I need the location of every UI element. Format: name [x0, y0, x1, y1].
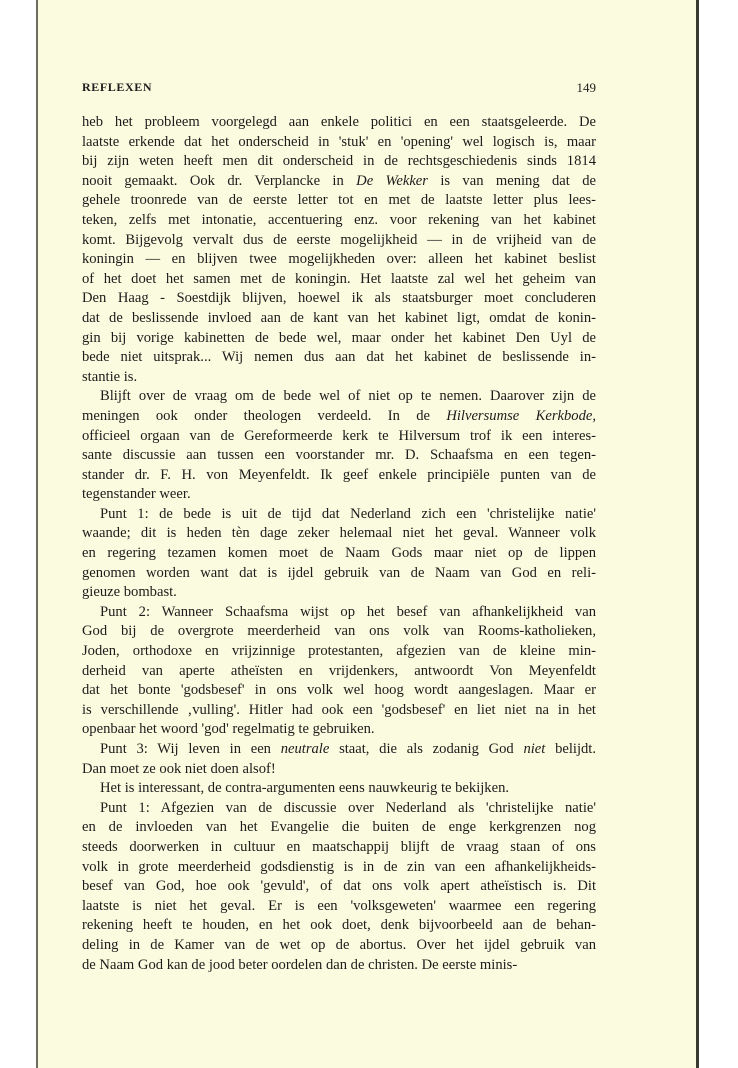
text-line: besef van God, hoe ook 'gevuld', of dat ons volk apert atheïstisch is. Dit: [82, 878, 596, 895]
italic-text: niet: [523, 741, 546, 757]
text-line: deling in de Kamer van de wet op de abortus. Over het ijdel gebruik van: [82, 936, 596, 953]
paragraph: [82, 779, 596, 799]
paragraph: [82, 113, 596, 387]
text-line: tegenstander weer.: [82, 486, 191, 503]
text-line: Blijft over de vraag om de bede wel of niet op te nemen. Daarover zijn de: [100, 388, 596, 405]
text-line: genomen worden want dat is ijdel gebruik van de Naam van God en reli-: [82, 564, 596, 581]
text-line: rekening heeft te houden, en het ook doet, denk bijvoorbeeld aan de behan-: [82, 917, 596, 934]
page-number: 149: [576, 80, 596, 95]
text-line: bij zijn weten heeft men dit onderscheid in de rechtsgeschiedenis sinds 1814: [82, 153, 596, 170]
text-line: Punt 2: Wanneer Schaafsma wijst op het besef van afhankelijkheid van: [100, 603, 596, 620]
text-line: gin bij vorige kabinetten de bede wel, maar onder het kabinet Den Uyl de: [82, 329, 596, 346]
text-line: Dan moet ze ook niet doen alsof!: [82, 760, 276, 777]
text-line: Punt 1: de bede is uit de tijd dat Nederland zich een 'christelijke natie': [100, 505, 596, 522]
text-line: laatste is niet het geval. Er is een 'volksgeweten' waarmee een regering: [82, 897, 596, 914]
page-right-edge: [696, 0, 699, 1068]
text-line: nooit gemaakt. Ook dr. Verplancke in De Wekker is van mening dat de: [82, 172, 596, 189]
text-line: Punt 3: Wij leven in een neutrale staat, die als zodanig God niet belijdt.: [100, 741, 597, 757]
text-line: officieel orgaan van de Gereformeerde kerk te Hilversum trof ik een interes-: [82, 427, 596, 444]
text-line: en regering tezamen komen moet de Naam Gods maar niet op de lippen: [82, 545, 596, 562]
text-line: sante discussie aan tussen een voorstander mr. D. Schaafsma en een tegen-: [82, 447, 596, 464]
text-line: Den Haag - Soestdijk blijven, hoewel ik als staatsburger moet concluderen: [82, 290, 596, 307]
text-line: openbaar het woord 'god' regelmatig te gebruiken.: [82, 721, 375, 738]
text-line: gehele troonrede van de eerste letter tot en met de laatste letter plus lees-: [82, 192, 596, 209]
text-line: Joden, orthodoxe en vrijzinnige protestanten, afgezien van de kleine min-: [82, 643, 596, 660]
text-line: Punt 1: Afgezien van de discussie over Nederland als 'christelijke natie': [100, 799, 596, 816]
text-line: volk in grote meerderheid godsdienstig is in de zin van een afhankelijkheids-: [82, 858, 596, 875]
text-line: waande; dit is heden tèn dage zeker helemaal niet het geval. Wanneer volk: [82, 525, 596, 542]
text-line: God bij de overgrote meerderheid van ons volk van Rooms-katholieken,: [82, 623, 596, 640]
text-line: meningen ook onder theologen verdeeld. In de Hilversumse Kerkbode,: [82, 407, 596, 424]
italic-text: De Wekker: [356, 172, 428, 189]
body-text: [82, 113, 596, 975]
text-line: de Naam God kan de jood beter oordelen dan de christen. De eerste minis-: [82, 956, 518, 973]
text-line: gieuze bombast.: [82, 584, 177, 601]
text-line: komt. Bijgevolg vervalt dus de eerste mogelijkheid — in de vrijheid van de: [82, 231, 596, 248]
running-head: REFLEXEN: [82, 80, 153, 94]
text-line: en de invloeden van het Evangelie die buiten de enge kerkgrenzen nog: [82, 819, 596, 836]
text-line: laatste erkende dat het onderscheid in 'stuk' en 'opening' wel logisch is, maar: [82, 133, 596, 150]
text-line: bede niet uitsprak... Wij nemen dus aan dat het kabinet de beslissende in-: [82, 349, 596, 366]
text-line: stantie is.: [82, 368, 138, 385]
text-line: koningin — en blijven twee mogelijkheden over: alleen het kabinet beslist: [82, 251, 596, 268]
text-line: dat het bonte 'godsbesef' in ons volk wel hoog wordt aangeslagen. Maar er: [82, 682, 596, 699]
paragraph: [82, 387, 596, 505]
text-line: is verschillende ‚vulling'. Hitler had ook een 'godsbesef' en liet niet na in het: [82, 701, 596, 718]
paragraph: [82, 799, 596, 975]
italic-text: Hilversumse Kerkbode,: [446, 407, 596, 424]
text-line: teken, zelfs met intonatie, accentuering enz. voor rekening van het kabinet: [82, 211, 596, 228]
text-line: steeds doorwerken in cultuur en maatschappij blijft de vraag staan of ons: [82, 838, 596, 855]
text-line: dat de beslissende invloed aan de kant van het kabinet ligt, omdat de konin-: [82, 309, 596, 326]
text-line: Het is interessant, de contra-argumenten eens nauwkeurig te bekijken.: [100, 780, 510, 797]
text-line: of het doet het samen met de koningin. Het laatste zal wel het geheim van: [82, 270, 596, 287]
italic-text: neutrale: [280, 741, 330, 757]
paragraph: [82, 740, 596, 779]
text-line: stander dr. F. H. von Meyenfeldt. Ik geef enkele principiële punten van de: [82, 466, 596, 483]
paragraph: [82, 603, 596, 740]
paragraph: [82, 505, 596, 603]
text-line: derheid van aperte atheïsten en vrijdenkers, antwoordt Von Meyenfeldt: [82, 662, 596, 679]
text-line: heb het probleem voorgelegd aan enkele politici en een staatsgeleerde. De: [82, 114, 596, 130]
